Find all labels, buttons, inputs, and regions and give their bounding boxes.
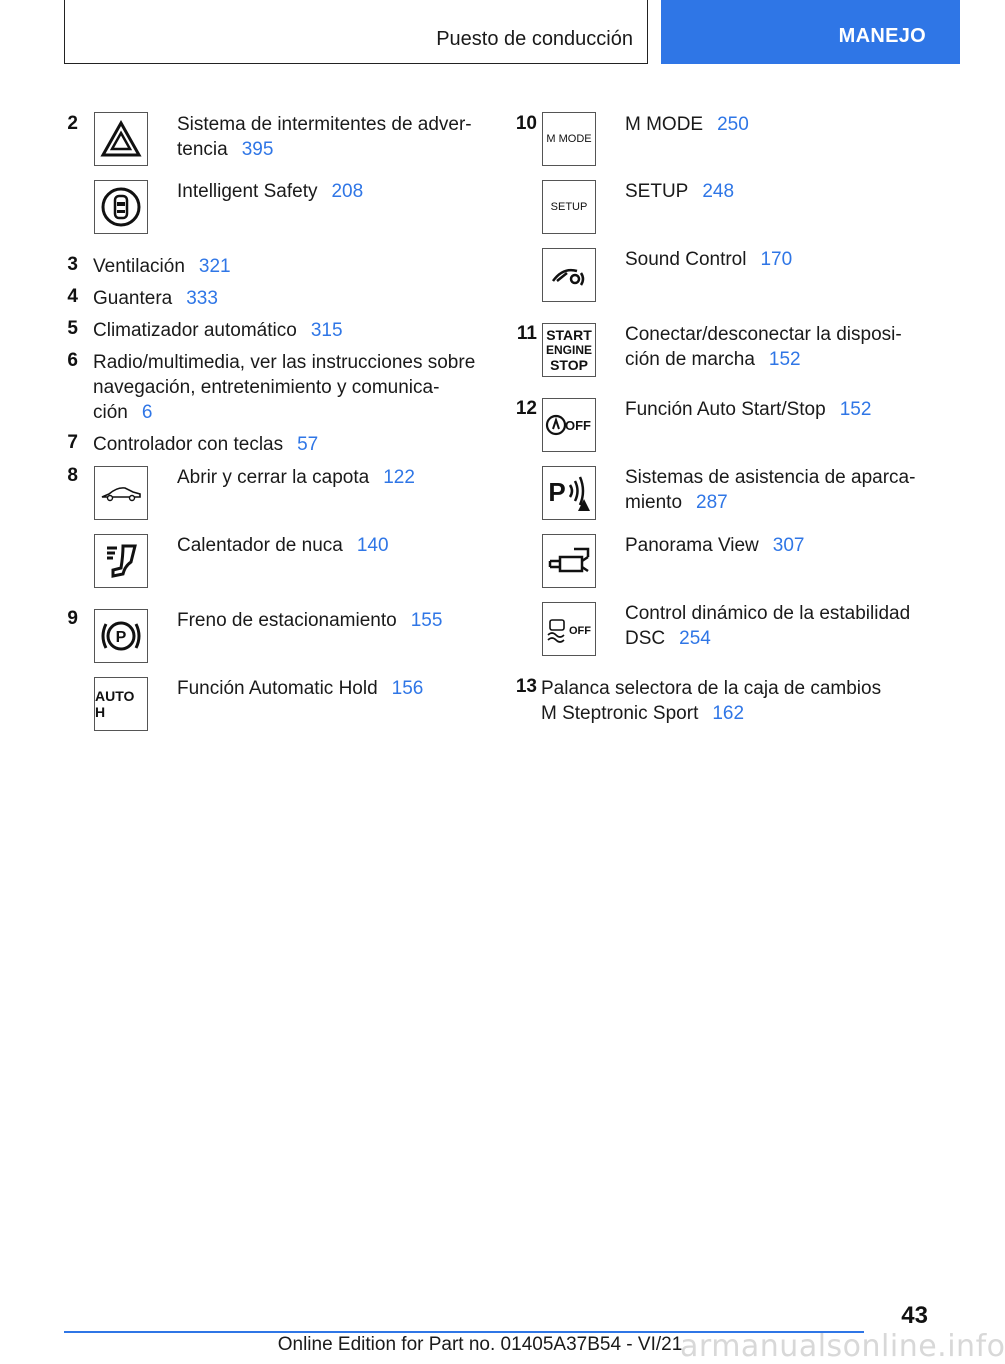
header-frame bbox=[64, 0, 648, 64]
page-link[interactable]: 287 bbox=[696, 492, 728, 513]
off-label: OFF bbox=[565, 418, 591, 433]
park-assist-icon bbox=[542, 466, 596, 520]
page-link[interactable]: 395 bbox=[241, 139, 274, 160]
page-link[interactable]: 208 bbox=[331, 181, 364, 202]
entry-text: Sistema de intermitentes de adver- tencia 395 bbox=[177, 114, 472, 160]
page-link[interactable]: 333 bbox=[186, 288, 218, 309]
entry-text: Intelligent Safety 208 bbox=[177, 181, 364, 202]
entry-text: M MODE 250 bbox=[625, 114, 749, 135]
entry-text: Radio/multimedia, ver las instrucciones sobre navegación, entretenimiento y comunica- ción 6 bbox=[93, 352, 476, 423]
entry-text: Conectar/desconectar la disposi- ción de marcha 152 bbox=[625, 324, 902, 370]
page-link[interactable]: 156 bbox=[391, 678, 424, 699]
entry-text: Palanca selectora de la caja de cambios M Steptronic Sport 162 bbox=[541, 678, 882, 724]
page-link[interactable]: 170 bbox=[760, 249, 793, 270]
entry-text: SETUP 248 bbox=[625, 181, 735, 202]
entry-number: 13 bbox=[515, 676, 537, 697]
entry-text: Ventilación 321 bbox=[93, 256, 231, 277]
convertible-top-icon bbox=[94, 466, 148, 520]
entry-text: Climatizador automático 315 bbox=[93, 320, 343, 341]
entry-text: Guantera 333 bbox=[93, 288, 218, 309]
svg-text:P: P bbox=[115, 629, 127, 646]
page-link[interactable]: 315 bbox=[310, 320, 343, 341]
page-link[interactable]: 57 bbox=[297, 434, 319, 455]
watermark: armanualsonline.info bbox=[680, 1329, 1005, 1364]
page-link[interactable]: 152 bbox=[768, 349, 801, 370]
page-link[interactable]: 250 bbox=[717, 114, 749, 135]
entry-number: 7 bbox=[67, 432, 78, 453]
entry-text: Función Automatic Hold 156 bbox=[177, 678, 424, 699]
parking-brake-icon bbox=[94, 609, 148, 663]
m-mode-icon: M MODE bbox=[542, 112, 596, 166]
page-link[interactable]: 122 bbox=[383, 467, 415, 488]
entry-text: Abrir y cerrar la capota 122 bbox=[177, 467, 415, 488]
auto-start-stop-off-icon bbox=[542, 398, 596, 452]
entry-number: 10 bbox=[515, 113, 537, 134]
entry-number: 3 bbox=[67, 254, 78, 275]
page-link[interactable]: 140 bbox=[356, 535, 389, 556]
entry-number: 8 bbox=[67, 465, 78, 486]
entry-number: 11 bbox=[516, 323, 537, 344]
off-label: OFF bbox=[569, 625, 591, 637]
entry-text: Sound Control 170 bbox=[625, 249, 793, 270]
chapter-title: MANEJO bbox=[838, 24, 926, 47]
entry-number: 6 bbox=[67, 350, 78, 371]
page-link[interactable]: 162 bbox=[712, 703, 745, 724]
page-link[interactable]: 6 bbox=[141, 402, 153, 423]
neck-warmer-icon bbox=[94, 534, 148, 588]
section-title: Puesto de conducción bbox=[436, 28, 633, 50]
entry-text: Control dinámico de la estabilidad DSC 254 bbox=[625, 603, 911, 649]
auto-hold-icon: AUTO H bbox=[94, 677, 148, 731]
start-stop-button-icon: START ENGINE STOP bbox=[542, 323, 596, 377]
entry-number: 9 bbox=[67, 608, 78, 629]
dsc-off-icon bbox=[542, 602, 596, 656]
svg-text:P: P bbox=[548, 477, 566, 507]
page-link[interactable]: 152 bbox=[839, 399, 872, 420]
entry-text: Sistemas de asistencia de aparca- miento 287 bbox=[625, 467, 916, 513]
entry-text: Controlador con teclas 57 bbox=[93, 434, 319, 455]
setup-icon: SETUP bbox=[542, 180, 596, 234]
chapter-tab[interactable] bbox=[661, 0, 960, 64]
intelligent-safety-icon bbox=[94, 180, 148, 234]
entry-number: 12 bbox=[515, 398, 537, 419]
page-link[interactable]: 155 bbox=[410, 610, 443, 631]
edition-note: Online Edition for Part no. 01405A37B54 - VI/21 bbox=[277, 1334, 683, 1355]
entry-number: 5 bbox=[67, 318, 78, 339]
entry-text: Calentador de nuca 140 bbox=[177, 535, 389, 556]
panorama-view-icon bbox=[542, 534, 596, 588]
entry-number: 4 bbox=[67, 286, 78, 307]
page-link[interactable]: 321 bbox=[198, 256, 231, 277]
entry-text: Función Auto Start/Stop 152 bbox=[625, 399, 872, 420]
entry-text: Freno de estacionamiento 155 bbox=[177, 610, 443, 631]
sound-control-icon bbox=[542, 248, 596, 302]
page-number: 43 bbox=[901, 1302, 928, 1329]
page-link[interactable]: 254 bbox=[679, 628, 711, 649]
page-link[interactable]: 248 bbox=[702, 181, 735, 202]
entry-number: 2 bbox=[67, 113, 78, 134]
page-link[interactable]: 307 bbox=[772, 535, 805, 556]
entry-text: Panorama View 307 bbox=[625, 535, 805, 556]
hazard-triangle-icon bbox=[94, 112, 148, 166]
